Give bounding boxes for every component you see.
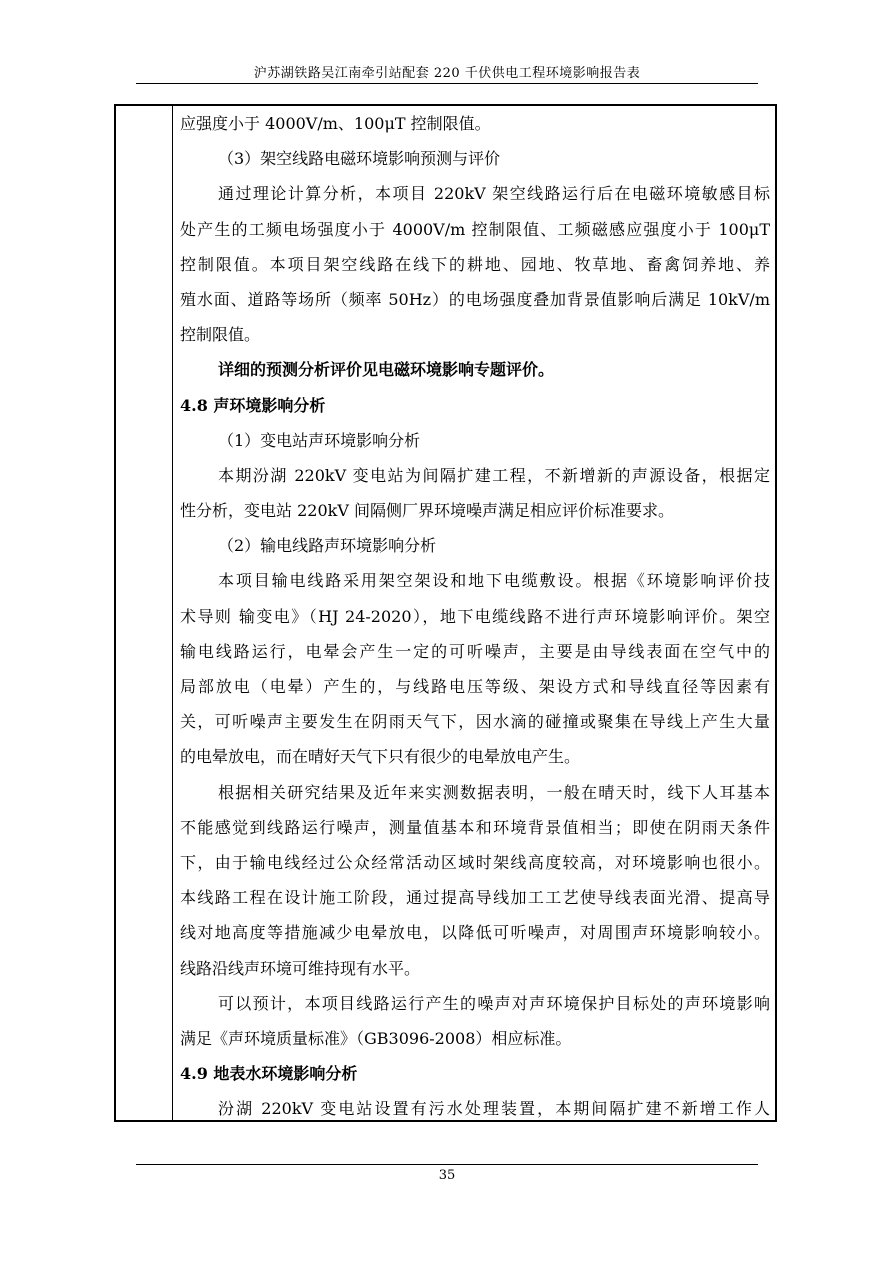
paragraph-line: 满足《声环境质量标准》（GB3096-2008）相应标准。 — [180, 1028, 572, 1048]
page-header-title: 沪苏湖铁路吴江南牵引站配套 220 千伏供电工程环境影响报告表 — [253, 66, 641, 81]
paragraph-line: 局部放电（电晕）产生的，与线路电压等级、架设方式和导线直径等因素有 — [180, 677, 770, 696]
paragraph-line: 的电晕放电，而在晴好天气下只有很少的电晕放电产生。 — [180, 747, 581, 767]
content-table — [114, 104, 777, 1122]
paragraph-line: 控制限值。本项目架空线路在线下的耕地、园地、牧草地、畜禽饲养地、养 — [180, 254, 770, 274]
paragraph-line: （2）输电线路声环境影响分析 — [218, 536, 437, 556]
paragraph-line: （1）变电站声环境影响分析 — [218, 430, 421, 450]
paragraph-line: 可以预计，本项目线路运行产生的噪声对声环境保护目标处的声环境影响 — [218, 993, 770, 1013]
paragraph-line: 4.9 地表水环境影响分析 — [180, 1064, 358, 1084]
paragraph-line: 术导则 输变电》（HJ 24-2020），地下电缆线路不进行声环境影响评价。架空 — [180, 606, 770, 626]
paragraph-line: 关，可听噪声主要发生在阴雨天气下，因水滴的碰撞或聚集在导线上产生大量 — [180, 712, 770, 732]
paragraph-line: 详细的预测分析评价见电磁环境影响专题评价。 — [218, 360, 555, 380]
paragraph-line: 不能感觉到线路运行噪声，测量值基本和环境背景值相当；即使在阴雨天条件 — [180, 817, 770, 837]
paragraph-line: 本项目输电线路采用架空架设和地下电缆敷设。根据《环境影响评价技 — [218, 571, 770, 591]
paragraph-line: 处产生的工频电场强度小于 4000V/m 控制限值、工频磁感应强度小于 100μT — [180, 219, 770, 239]
paragraph-line: 输电线路运行，电晕会产生一定的可听噪声，主要是由导线表面在空气中的 — [180, 641, 770, 661]
paragraph-line: 汾湖 220kV 变电站设置有污水处理装置，本期间隔扩建不新增工作人 — [218, 1099, 770, 1119]
label-column — [116, 106, 173, 1120]
paragraph-line: 本期汾湖 220kV 变电站为间隔扩建工程，不新增新的声源设备，根据定 — [218, 465, 770, 485]
paragraph-line: 本线路工程在设计施工阶段，通过提高导线加工工艺使导线表面光滑、提高导 — [180, 888, 770, 908]
paragraph-line: （3）架空线路电磁环境影响预测与评价 — [218, 149, 501, 169]
paragraph-line: 控制限值。 — [180, 325, 261, 345]
header-divider — [136, 83, 758, 84]
paragraph-line: 4.8 声环境影响分析 — [180, 395, 326, 415]
paragraph-line: 通过理论计算分析，本项目 220kV 架空线路运行后在电磁环境敏感目标 — [218, 184, 770, 204]
content-text-area — [180, 106, 770, 1126]
paragraph-line: 应强度小于 4000V/m、100μT 控制限值。 — [180, 114, 491, 133]
paragraph-line: 殖水面、道路等场所（频率 50Hz）的电场强度叠加背景值影响后满足 10kV/m — [180, 289, 770, 309]
paragraph-line: 线对地高度等措施减少电晕放电，以降低可听噪声，对周围声环境影响较小。 — [180, 923, 770, 943]
page-number: 35 — [438, 1168, 456, 1183]
paragraph-line: 下，由于输电线经过公众经常活动区域时架线高度较高，对环境影响也很小。 — [180, 852, 770, 872]
paragraph-line: 性分析，变电站 220kV 间隔侧厂界环境噪声满足相应评价标准要求。 — [180, 501, 674, 521]
paragraph-line: 线路沿线声环境可维持现有水平。 — [180, 958, 421, 978]
paragraph-line: 根据相关研究结果及近年来实测数据表明，一般在晴天时，线下人耳基本 — [218, 782, 770, 802]
footer-divider — [136, 1164, 758, 1165]
